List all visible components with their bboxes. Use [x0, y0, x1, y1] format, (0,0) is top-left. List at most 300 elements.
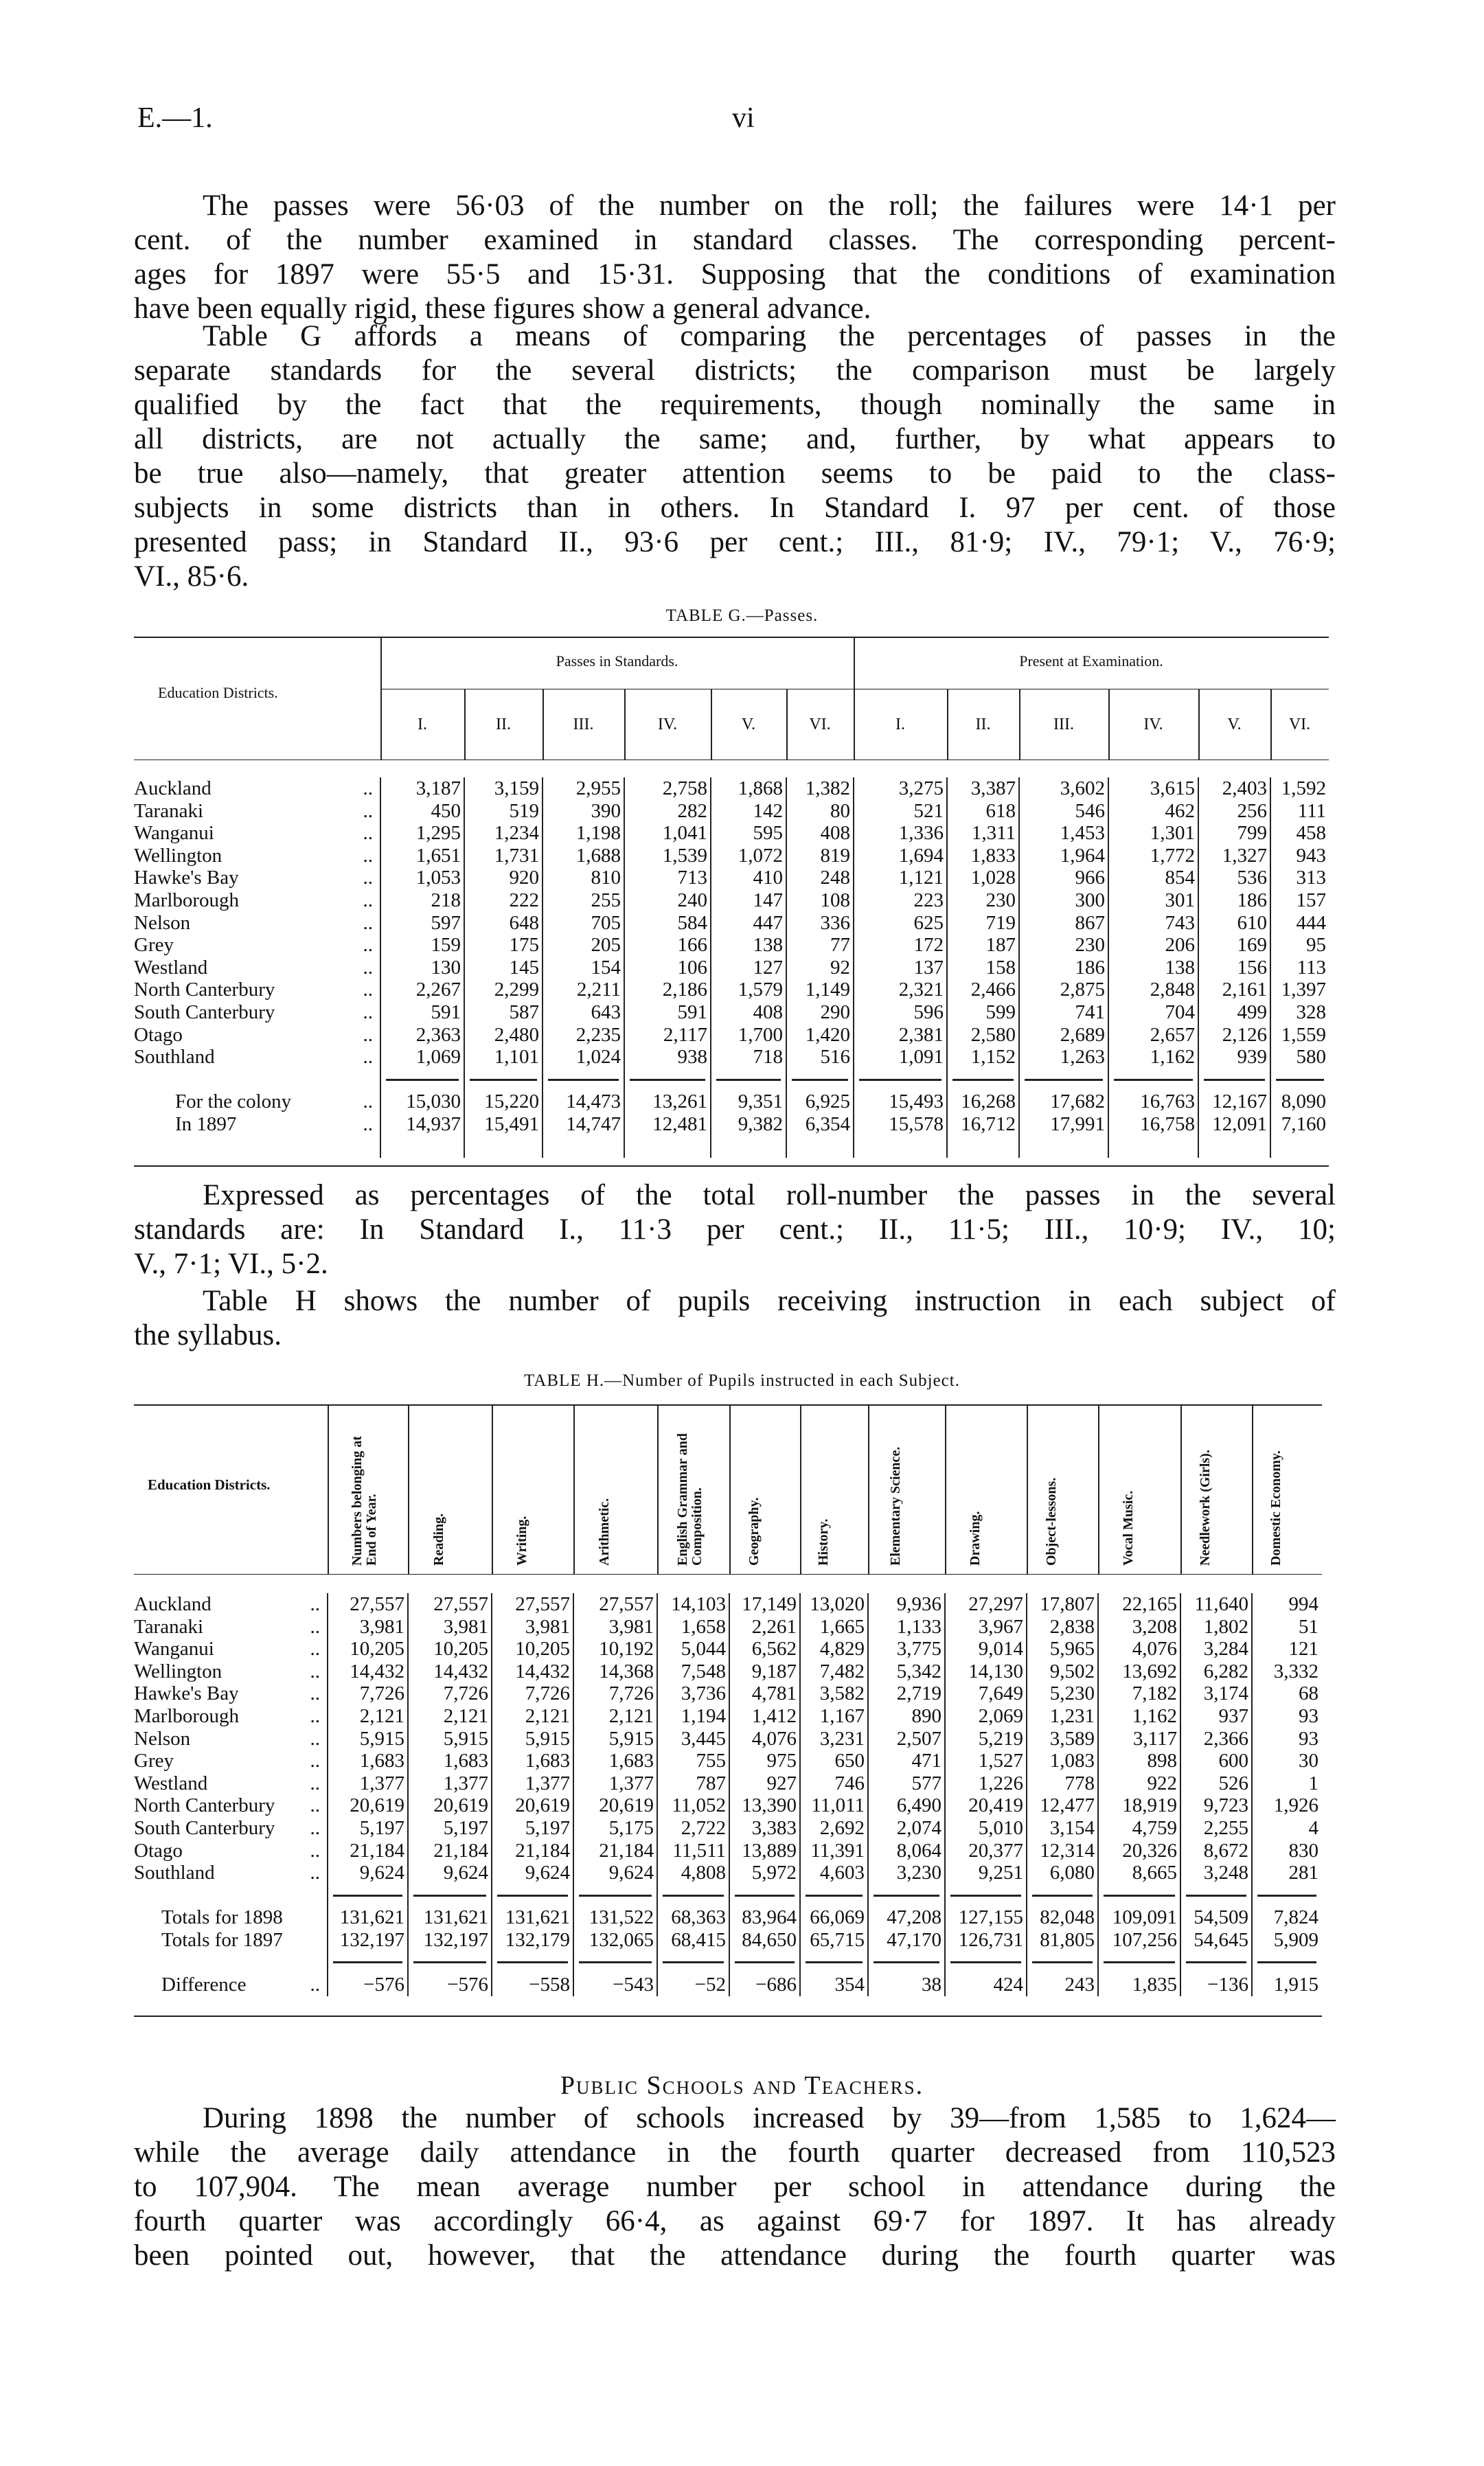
present-std-4: 138 — [1108, 957, 1198, 979]
rule-line — [950, 1961, 1021, 1963]
subject-count: 1,133 — [868, 1616, 945, 1639]
table-row — [134, 822, 1329, 845]
paragraph-line: to 107,904. The mean average number per school in attendance during the — [134, 2171, 1336, 2203]
subject-count: 922 — [1098, 1772, 1180, 1795]
present-std-5: 2,403 — [1198, 777, 1270, 800]
leader-dots: .. — [363, 799, 373, 822]
sum-rule — [1098, 1884, 1180, 1907]
subject-count: 2,719 — [868, 1682, 945, 1705]
table-row — [134, 934, 1329, 957]
subject-count: 3,736 — [657, 1682, 729, 1705]
table-g-column-divider — [947, 689, 948, 760]
blank — [134, 1952, 328, 1974]
table-h-total-row — [134, 1906, 1321, 1929]
present-std-2: 2,466 — [947, 979, 1019, 1001]
subject-count: 3,582 — [800, 1682, 868, 1705]
district-label: South Canterbury — [134, 1816, 275, 1839]
subject-count: 9,624 — [573, 1862, 657, 1884]
table-row — [134, 867, 1329, 889]
sum-rule — [729, 1884, 800, 1907]
district-label: Wanganui — [134, 822, 214, 845]
subject-count: 13,889 — [729, 1840, 800, 1862]
subject-count: 354 — [800, 1974, 868, 1996]
district-name — [134, 1817, 328, 1840]
subject-count: 121 — [1252, 1638, 1321, 1660]
rule-line — [386, 1079, 459, 1081]
passes-std-5: 718 — [711, 1046, 786, 1069]
subject-count: 9,187 — [729, 1660, 800, 1683]
table-h-col-header: Drawing. — [967, 1511, 983, 1566]
subject-count: 8,672 — [1180, 1840, 1252, 1862]
subject-count: 1,162 — [1098, 1705, 1180, 1728]
subject-count: 14,432 — [408, 1660, 492, 1683]
subject-count: 1,527 — [945, 1750, 1027, 1772]
rule-line — [952, 1079, 1014, 1081]
present-std-2: 719 — [947, 912, 1019, 935]
district-label: Auckland — [134, 1593, 212, 1615]
subject-count: 132,065 — [573, 1929, 657, 1952]
subject-count: 243 — [1027, 1974, 1098, 1996]
passes-std-5: 9,382 — [711, 1113, 786, 1136]
present-std-2: 1,311 — [947, 822, 1019, 845]
district-name — [134, 1091, 380, 1113]
paragraph-line: separate standards for the several districts; the comparison must be largely — [134, 354, 1336, 387]
leader-dots: .. — [310, 1816, 320, 1839]
table-h-column-divider — [408, 1404, 409, 1574]
subject-count: 54,509 — [1180, 1906, 1252, 1929]
paragraph-line: Table G affords a means of comparing the percentages of passes in the — [203, 320, 1336, 352]
paragraph-line: subjects in some districts than in others. In Standard I. 97 per cent. of those — [134, 492, 1336, 524]
leader-dots: .. — [363, 934, 373, 957]
blank — [1019, 1136, 1108, 1158]
rule-line — [735, 1961, 795, 1963]
table-h-column-divider — [573, 1404, 575, 1574]
page-number: vi — [732, 102, 755, 134]
passes-std-2: 222 — [464, 889, 543, 912]
passes-std-3: 705 — [543, 912, 624, 935]
table-g-col-passes-5: V. — [741, 716, 756, 733]
subject-count: 47,170 — [868, 1929, 945, 1952]
district-name — [134, 1113, 380, 1136]
subject-count: 3,981 — [492, 1616, 573, 1639]
present-std-4: 704 — [1108, 1001, 1198, 1024]
table-g-total-row — [134, 1091, 1329, 1113]
leader-dots: .. — [363, 1001, 373, 1023]
table-row — [134, 1750, 1321, 1772]
rule-line — [663, 1895, 724, 1897]
subject-count: 5,219 — [945, 1728, 1027, 1750]
table-row — [134, 1794, 1321, 1817]
passes-std-4: 2,186 — [624, 979, 711, 1001]
passes-std-2: 2,299 — [464, 979, 543, 1001]
subject-count: −576 — [408, 1974, 492, 1996]
subject-count: 1,683 — [492, 1750, 573, 1772]
subject-count: 68,415 — [657, 1929, 729, 1952]
subject-count: 10,192 — [573, 1638, 657, 1660]
table-h-col-header: Arithmetic. — [597, 1498, 612, 1566]
present-std-4: 301 — [1108, 889, 1198, 912]
subject-count: 10,205 — [408, 1638, 492, 1660]
sum-rule — [729, 1952, 800, 1974]
paragraph-line: VI., 85·6. — [134, 560, 249, 593]
table-g-col-passes-2: II. — [496, 716, 511, 733]
rule-line — [333, 1961, 402, 1963]
present-std-5: 610 — [1198, 912, 1270, 935]
present-std-6: 458 — [1270, 822, 1329, 845]
present-std-5: 12,091 — [1198, 1113, 1270, 1136]
sum-rule — [408, 1884, 492, 1907]
subject-count: 107,256 — [1098, 1929, 1180, 1952]
subject-count: 2,074 — [868, 1817, 945, 1840]
sum-rule — [1027, 1952, 1098, 1974]
subject-count: 20,619 — [408, 1794, 492, 1817]
blank — [134, 1069, 380, 1091]
leader-dots: .. — [310, 1862, 320, 1884]
subject-count: 10,205 — [492, 1638, 573, 1660]
leader-dots: .. — [310, 1660, 320, 1682]
subject-count: 3,208 — [1098, 1616, 1180, 1639]
district-name — [134, 1772, 328, 1795]
subject-count: 5,915 — [573, 1728, 657, 1750]
subject-count: 5,197 — [492, 1817, 573, 1840]
subject-count: 5,175 — [573, 1817, 657, 1840]
passes-std-6: 1,420 — [786, 1024, 854, 1047]
passes-std-4: 2,758 — [624, 777, 711, 800]
subject-count: 3,967 — [945, 1616, 1027, 1639]
subject-count: 1,915 — [1252, 1974, 1321, 1996]
present-std-2: 618 — [947, 800, 1019, 823]
table-h-col-header: Writing. — [514, 1516, 529, 1566]
rule-line — [1104, 1961, 1175, 1963]
passes-std-5: 138 — [711, 934, 786, 957]
table-row — [134, 777, 1329, 800]
passes-std-6: 6,925 — [786, 1091, 854, 1113]
subject-count: 13,020 — [800, 1593, 868, 1616]
present-std-2: 230 — [947, 889, 1019, 912]
subject-count: 83,964 — [729, 1906, 800, 1929]
rule-line — [1104, 1895, 1175, 1897]
table-row — [134, 1682, 1321, 1705]
sum-rule — [1019, 1069, 1108, 1091]
subject-count: −558 — [492, 1974, 573, 1996]
subject-count: 3,174 — [1180, 1682, 1252, 1705]
district-label: Hawke's Bay — [134, 1682, 239, 1705]
sum-rule — [464, 1069, 543, 1091]
table-g-column-divider — [1270, 689, 1272, 760]
subject-count: 9,251 — [945, 1862, 1027, 1884]
rule-line — [1204, 1079, 1265, 1081]
passes-std-6: 77 — [786, 934, 854, 957]
subject-count: 4,759 — [1098, 1817, 1180, 1840]
table-g-col-passes-4: IV. — [657, 716, 678, 733]
table-g-top-rule — [134, 637, 1329, 638]
present-std-5: 1,327 — [1198, 845, 1270, 867]
leader-dots: .. — [310, 1704, 320, 1727]
present-std-4: 462 — [1108, 800, 1198, 823]
present-std-3: 546 — [1019, 800, 1108, 823]
district-label: North Canterbury — [134, 979, 275, 1001]
sum-rule — [711, 1069, 786, 1091]
subject-count: 3,981 — [408, 1616, 492, 1639]
table-h-col-header: Domestic Economy. — [1268, 1450, 1283, 1566]
leader-dots: .. — [310, 1974, 320, 1996]
subject-count: 6,282 — [1180, 1660, 1252, 1683]
table-h-col-header: English Grammar and Composition. — [674, 1433, 705, 1566]
present-std-1: 15,493 — [854, 1091, 947, 1113]
sum-rule — [492, 1884, 573, 1907]
subject-count: 2,121 — [328, 1705, 408, 1728]
table-row — [134, 845, 1329, 867]
rule-line — [806, 1895, 863, 1897]
rule-line — [1025, 1079, 1103, 1081]
sum-rule — [1108, 1069, 1198, 1091]
table-h-column-divider — [945, 1404, 946, 1574]
subject-count: 3,248 — [1180, 1862, 1252, 1884]
subject-count: 7,726 — [408, 1682, 492, 1705]
district-name — [134, 1840, 328, 1862]
subject-count: 20,326 — [1098, 1840, 1180, 1862]
table-g-col-passes-3: III. — [573, 716, 594, 733]
paragraph-table-h-intro — [134, 1284, 1336, 1353]
sum-rule — [947, 1069, 1019, 1091]
present-std-1: 15,578 — [854, 1113, 947, 1136]
passes-std-3: 390 — [543, 800, 624, 823]
subject-count: 93 — [1252, 1705, 1321, 1728]
subject-count: 1,377 — [328, 1772, 408, 1795]
present-std-2: 2,580 — [947, 1024, 1019, 1047]
leader-dots: .. — [363, 1023, 373, 1046]
subject-count: 5,915 — [328, 1728, 408, 1750]
subject-count: 20,619 — [573, 1794, 657, 1817]
passes-std-6: 516 — [786, 1046, 854, 1069]
passes-std-4: 584 — [624, 912, 711, 935]
present-std-1: 3,275 — [854, 777, 947, 800]
subject-count: 9,014 — [945, 1638, 1027, 1660]
passes-std-1: 15,030 — [380, 1091, 464, 1113]
subject-count: 9,624 — [492, 1862, 573, 1884]
subject-count: 27,297 — [945, 1593, 1027, 1616]
subject-count: 54,645 — [1180, 1929, 1252, 1952]
present-std-5: 499 — [1198, 1001, 1270, 1024]
subject-count: 9,502 — [1027, 1660, 1098, 1683]
present-std-3: 186 — [1019, 957, 1108, 979]
subject-count: 577 — [868, 1772, 945, 1795]
table-h-difference-row — [134, 1974, 1321, 1996]
present-std-4: 16,763 — [1108, 1091, 1198, 1113]
paragraph-line: V., 7·1; VI., 5·2. — [134, 1248, 328, 1280]
subject-count: 11,011 — [800, 1794, 868, 1817]
subject-count: 7,726 — [492, 1682, 573, 1705]
passes-std-6: 819 — [786, 845, 854, 867]
passes-std-3: 1,024 — [543, 1046, 624, 1069]
subject-count: 14,130 — [945, 1660, 1027, 1683]
table-g-column-divider — [1198, 689, 1200, 760]
subject-count: 5,915 — [492, 1728, 573, 1750]
table-g-column-divider — [1108, 689, 1110, 760]
present-std-3: 966 — [1019, 867, 1108, 889]
district-name — [134, 1024, 380, 1047]
leader-dots: .. — [310, 1615, 320, 1638]
subject-count: 21,184 — [573, 1840, 657, 1862]
leader-dots: .. — [363, 844, 373, 867]
present-std-2: 1,152 — [947, 1046, 1019, 1069]
rule-line — [470, 1079, 537, 1081]
subject-count: 20,377 — [945, 1840, 1027, 1862]
present-std-6: 313 — [1270, 867, 1329, 889]
rule-line — [1257, 1895, 1316, 1897]
blank — [1198, 1136, 1270, 1158]
subject-count: 755 — [657, 1750, 729, 1772]
rule-line — [548, 1079, 619, 1081]
table-row — [134, 1001, 1329, 1024]
leader-dots: .. — [363, 777, 373, 799]
rule-line — [1032, 1961, 1093, 1963]
sum-rule — [786, 1069, 854, 1091]
table-g-column-divider — [854, 689, 855, 760]
subject-count: 1,683 — [328, 1750, 408, 1772]
district-name — [134, 912, 380, 935]
present-std-5: 939 — [1198, 1046, 1270, 1069]
district-name — [134, 1682, 328, 1705]
district-label: Westland — [134, 1772, 208, 1794]
passes-std-4: 713 — [624, 867, 711, 889]
district-label: South Canterbury — [134, 1001, 275, 1023]
subject-count: 38 — [868, 1974, 945, 1996]
subject-count: 126,731 — [945, 1929, 1027, 1952]
present-std-3: 230 — [1019, 934, 1108, 957]
subject-count: 3,445 — [657, 1728, 729, 1750]
district-name — [134, 1929, 328, 1952]
subject-count: 5,044 — [657, 1638, 729, 1660]
present-std-5: 256 — [1198, 800, 1270, 823]
present-std-6: 8,090 — [1270, 1091, 1329, 1113]
subject-count: 65,715 — [800, 1929, 868, 1952]
district-name — [134, 822, 380, 845]
district-name — [134, 1794, 328, 1817]
table-row — [134, 1024, 1329, 1047]
present-std-6: 1,397 — [1270, 979, 1329, 1001]
subject-count: 3,117 — [1098, 1728, 1180, 1750]
table-h-column-divider — [1252, 1404, 1253, 1574]
present-std-3: 741 — [1019, 1001, 1108, 1024]
paragraph-line: Expressed as percentages of the total roll-number the passes in the several — [203, 1179, 1336, 1211]
blank — [1108, 1136, 1198, 1158]
leader-dots: .. — [310, 1638, 320, 1660]
subject-count: 1,377 — [408, 1772, 492, 1795]
subject-count: −136 — [1180, 1974, 1252, 1996]
passes-std-3: 810 — [543, 867, 624, 889]
subject-count: 1,658 — [657, 1616, 729, 1639]
present-std-1: 2,321 — [854, 979, 947, 1001]
present-std-5: 186 — [1198, 889, 1270, 912]
blank — [1270, 1136, 1329, 1158]
subject-count: 82,048 — [1027, 1906, 1098, 1929]
rule-line — [716, 1079, 781, 1081]
district-name — [134, 800, 380, 823]
subject-count: 14,432 — [492, 1660, 573, 1683]
rule-line — [579, 1961, 652, 1963]
subject-count: 1,802 — [1180, 1616, 1252, 1639]
present-std-2: 16,268 — [947, 1091, 1019, 1113]
table-g-column-divider — [711, 689, 712, 760]
subject-count: 890 — [868, 1705, 945, 1728]
passes-std-5: 408 — [711, 1001, 786, 1024]
table-g-col-present-4: IV. — [1143, 716, 1163, 733]
table-h-column-divider — [1027, 1404, 1028, 1574]
paragraph-line: all districts, are not actually the same; and, further, by what appears to — [134, 423, 1336, 455]
spacer-row — [134, 1136, 1329, 1158]
table-row — [134, 1660, 1321, 1683]
rule-line — [1114, 1079, 1193, 1081]
district-name — [134, 957, 380, 979]
passes-std-6: 1,149 — [786, 979, 854, 1001]
sum-rule-row — [134, 1952, 1321, 1974]
district-label: Taranaki — [134, 799, 204, 822]
subject-count: 3,231 — [800, 1728, 868, 1750]
sum-rule — [945, 1884, 1027, 1907]
subject-count: 4 — [1252, 1817, 1321, 1840]
subject-count: −686 — [729, 1974, 800, 1996]
subject-count: 66,069 — [800, 1906, 868, 1929]
rule-line — [735, 1895, 795, 1897]
table-row — [134, 1593, 1321, 1616]
passes-std-2: 15,491 — [464, 1113, 543, 1136]
subject-count: 4,808 — [657, 1862, 729, 1884]
subject-count: 2,838 — [1027, 1616, 1098, 1639]
rule-line — [413, 1961, 486, 1963]
table-g-district-header: Education Districts. — [158, 684, 278, 701]
rule-line — [663, 1961, 724, 1963]
subject-count: 84,650 — [729, 1929, 800, 1952]
table-h-column-divider — [868, 1404, 869, 1574]
present-std-3: 867 — [1019, 912, 1108, 935]
district-label: Otago — [134, 1839, 183, 1862]
rule-line — [792, 1079, 848, 1081]
district-label: For the colony — [175, 1091, 292, 1113]
passes-std-2: 1,234 — [464, 822, 543, 845]
subject-count: 5,230 — [1027, 1682, 1098, 1705]
table-row — [134, 1616, 1321, 1639]
district-name — [134, 1906, 328, 1929]
subject-count: 132,197 — [328, 1929, 408, 1952]
district-name — [134, 1593, 328, 1616]
passes-std-5: 595 — [711, 822, 786, 845]
subject-count: 14,432 — [328, 1660, 408, 1683]
passes-std-3: 2,235 — [543, 1024, 624, 1047]
subject-count: 51 — [1252, 1616, 1321, 1639]
district-label: Westland — [134, 956, 208, 979]
sum-rule — [1270, 1069, 1329, 1091]
subject-count: 778 — [1027, 1772, 1098, 1795]
rule-line — [1186, 1895, 1246, 1897]
subject-count: 898 — [1098, 1750, 1180, 1772]
subject-count: 6,080 — [1027, 1862, 1098, 1884]
present-std-1: 625 — [854, 912, 947, 935]
passes-std-2: 2,480 — [464, 1024, 543, 1047]
rule-line — [874, 1895, 939, 1897]
subject-count: 1,226 — [945, 1772, 1027, 1795]
present-std-4: 3,615 — [1108, 777, 1198, 800]
passes-std-2: 175 — [464, 934, 543, 957]
leader-dots: .. — [363, 911, 373, 934]
subject-count: 1,835 — [1098, 1974, 1180, 1996]
passes-std-1: 218 — [380, 889, 464, 912]
present-std-4: 1,162 — [1108, 1046, 1198, 1069]
subject-count: 1,167 — [800, 1705, 868, 1728]
sum-rule — [657, 1952, 729, 1974]
paragraph-line: been pointed out, however, that the attendance during the fourth quarter was — [134, 2239, 1336, 2272]
present-std-3: 17,991 — [1019, 1113, 1108, 1136]
